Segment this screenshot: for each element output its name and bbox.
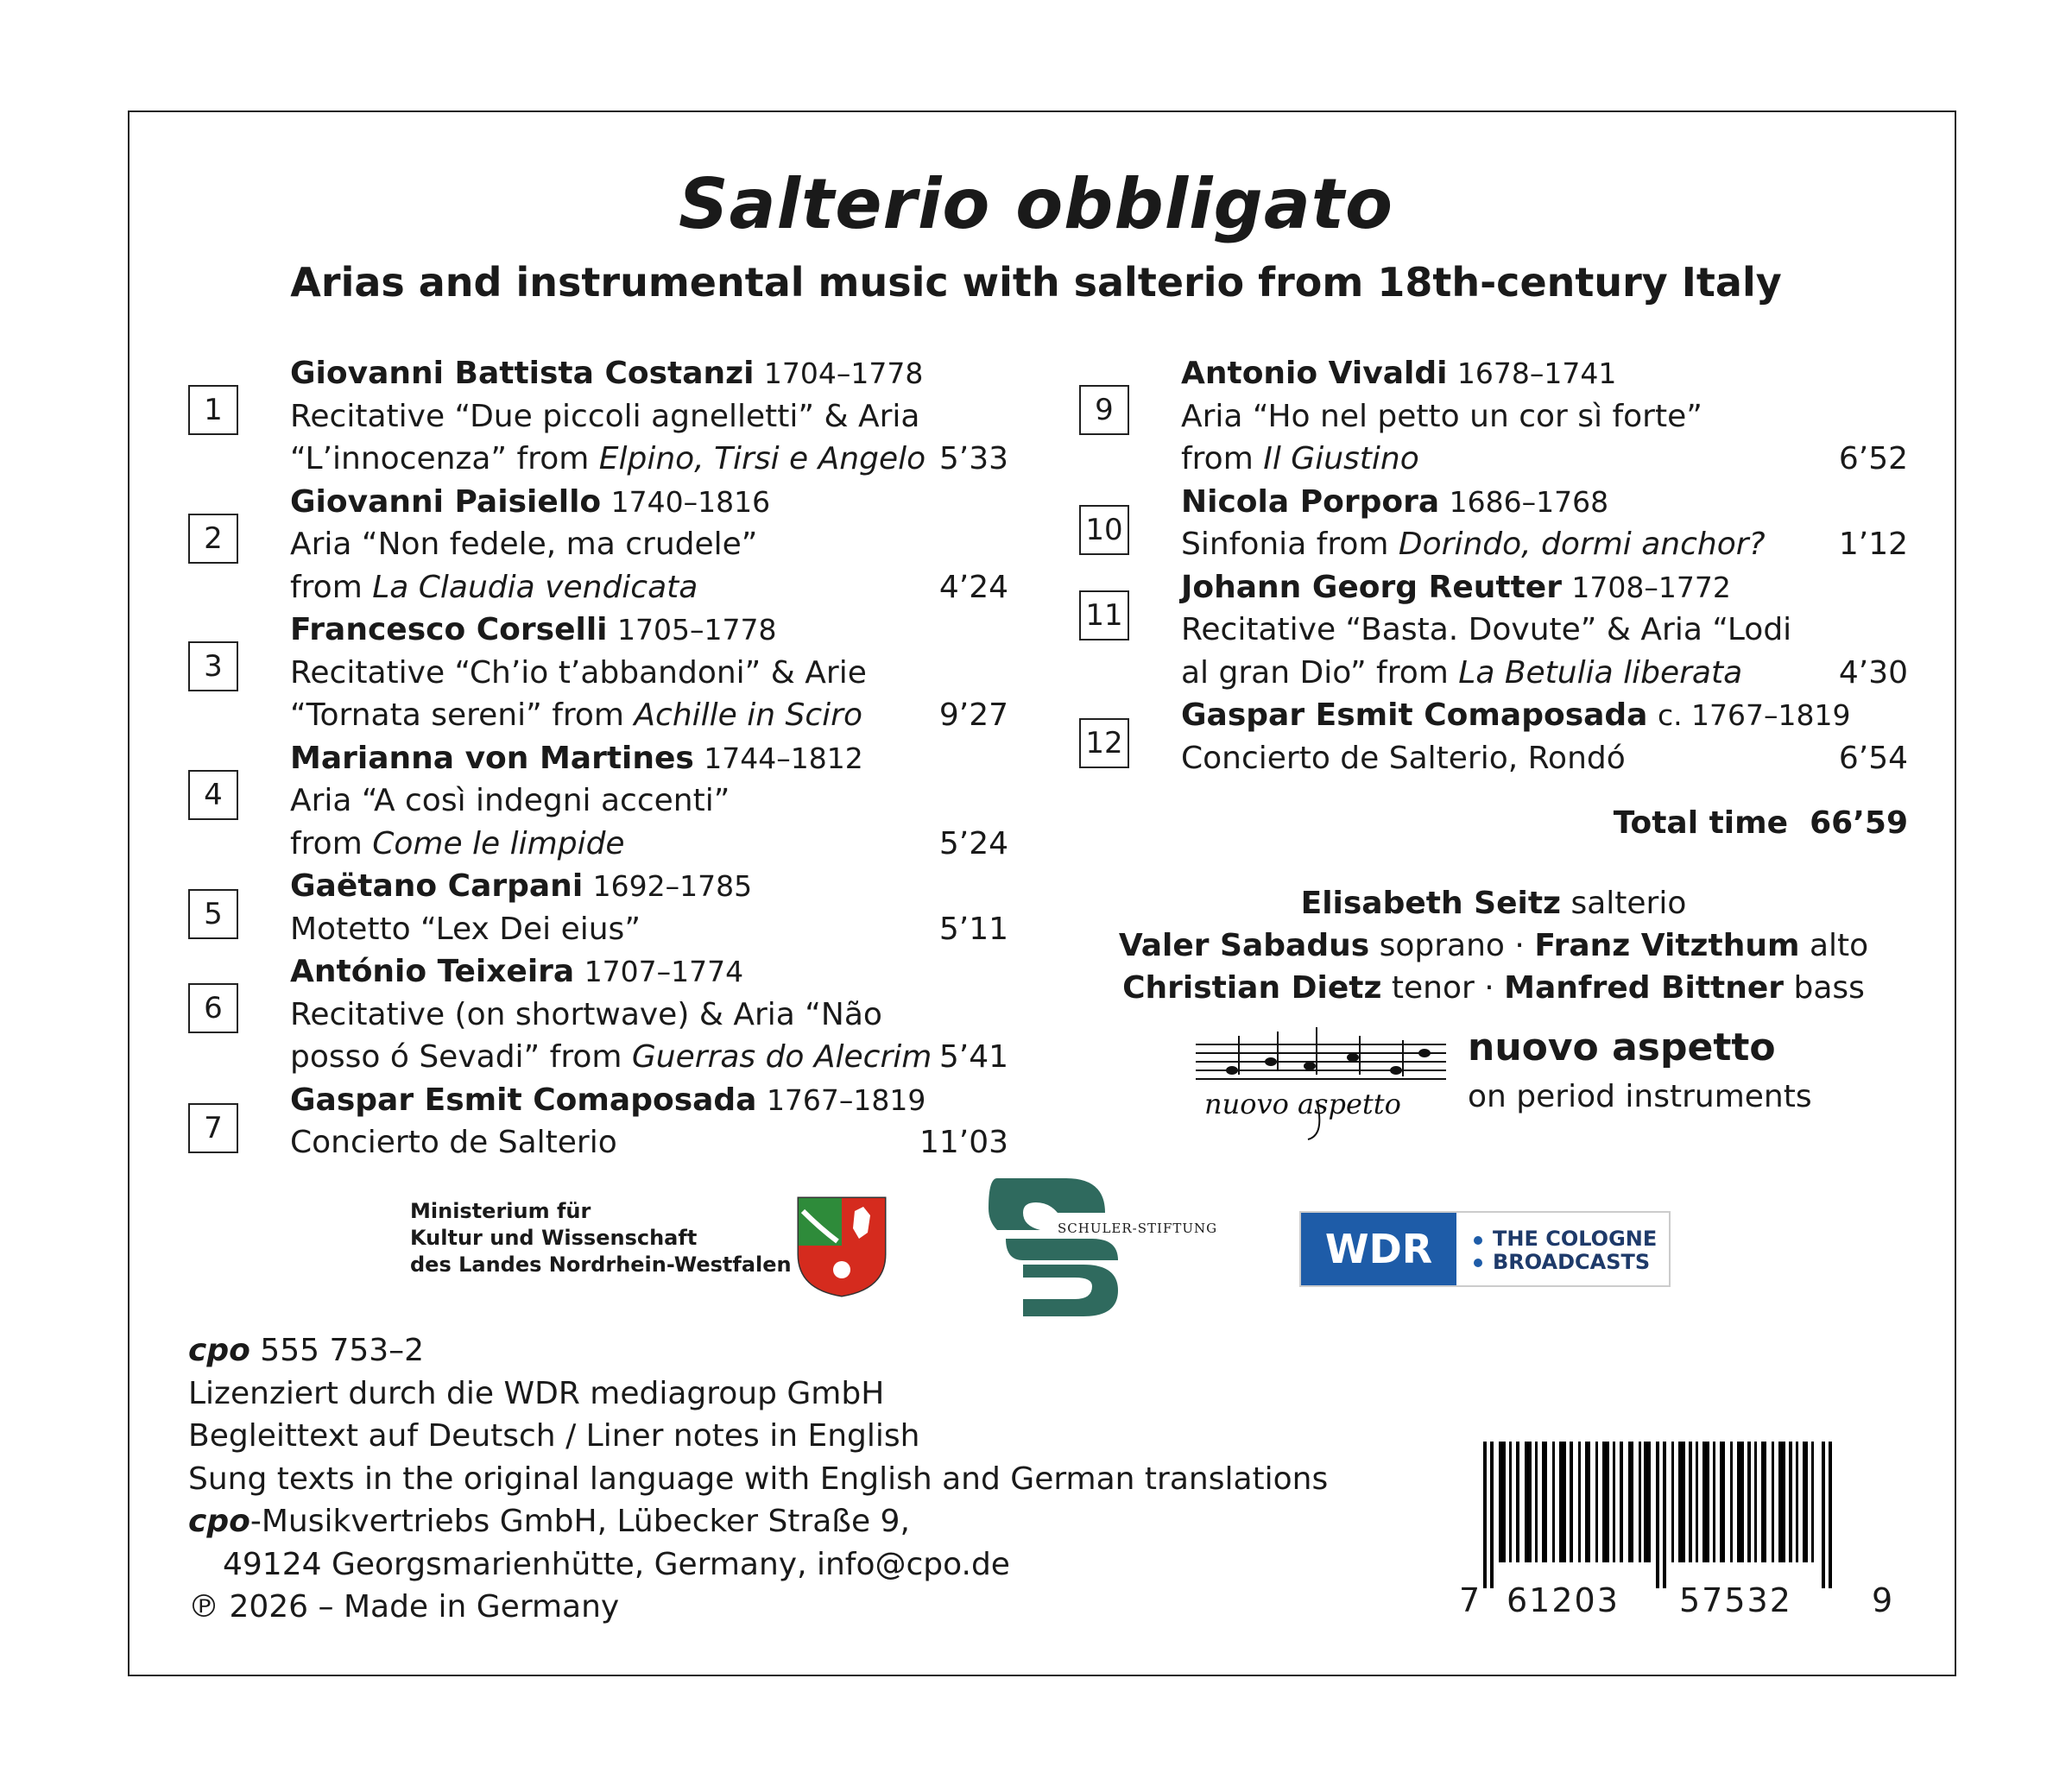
track-1: [188, 352, 1008, 481]
copyright-note: ℗ 2026 – Made in Germany: [188, 1589, 620, 1625]
track-12: [1079, 694, 1908, 779]
performer-name: Elisabeth Seitz: [1300, 886, 1562, 921]
performer-name: Christian Dietz: [1122, 970, 1382, 1006]
track-duration: 5’24: [938, 825, 1008, 861]
composer-name: Johann Georg Reutter: [1181, 569, 1562, 605]
composer-years: 1705–1778: [616, 613, 777, 647]
barcode-digit: 57532: [1679, 1581, 1792, 1619]
composer-years: 1678–1741: [1456, 356, 1617, 390]
work-title: Concierto de Salterio: [290, 1125, 617, 1160]
track-number: 9: [1079, 385, 1129, 435]
composer-name: Gaëtano Carpani: [290, 868, 584, 904]
track-duration: 5’11: [938, 911, 1008, 947]
ministry-line: Ministerium für: [410, 1199, 591, 1223]
tracklist-left: [188, 352, 1008, 1164]
track-9: [1079, 352, 1908, 481]
tracklist-right: [1079, 352, 1908, 845]
performer-role: tenor: [1391, 970, 1475, 1006]
wdr-tagline: BROADCASTS: [1493, 1250, 1651, 1274]
bullet-icon: [1474, 1259, 1482, 1267]
work-title: from: [1181, 441, 1264, 476]
bullet-icon: [1474, 1236, 1482, 1245]
track-duration: 6’52: [1838, 441, 1908, 476]
publisher-address: 49124 Georgsmarienhütte, Germany, info@cpo.de: [223, 1546, 1010, 1582]
composer-name: Antonio Vivaldi: [1181, 356, 1448, 391]
album-subtitle: Arias and instrumental music with salterio from 18th-century Italy: [290, 259, 1782, 306]
track-number: 10: [1079, 505, 1129, 555]
track-11: [1079, 566, 1908, 695]
work-title: from: [290, 825, 373, 861]
composer-years: 1744–1812: [704, 741, 863, 775]
composer-years: 1692–1785: [592, 869, 753, 903]
ministry-line: Kultur und Wissenschaft: [410, 1226, 698, 1250]
work-title: “Tornata sereni” from: [290, 697, 635, 733]
barcode: [1483, 1442, 1856, 1588]
work-title: Recitative (on shortwave) & Aria “Não: [290, 996, 882, 1032]
wdr-logo: [1299, 1211, 1671, 1287]
work-source: La Claudia vendicata: [372, 569, 698, 605]
track-number: 3: [188, 641, 238, 691]
composer-name: Giovanni Paisiello: [290, 483, 602, 520]
composer-years: 1686–1768: [1449, 484, 1609, 519]
work-source: Elpino, Tirsi e Angelo: [598, 441, 926, 476]
license-note: Lizenziert durch die WDR mediagroup GmbH: [188, 1375, 885, 1411]
schuler-stiftung-name: SCHULER-STIFTUNG: [1058, 1221, 1218, 1236]
performer-name: Valer Sabadus: [1118, 928, 1370, 963]
performer-credits: [1105, 882, 1882, 1009]
work-title: al gran Dio” from: [1181, 654, 1459, 691]
track-duration: 4’30: [1838, 654, 1908, 691]
track-duration: 6’54: [1838, 740, 1908, 776]
ensemble-logo-script: nuovo aspetto: [1204, 1088, 1401, 1120]
track-10: [1079, 481, 1908, 566]
composer-name: Francesco Corselli: [290, 612, 608, 647]
work-source: Dorindo, dormi anchor?: [1398, 527, 1766, 562]
track-2: [188, 481, 1008, 609]
track-duration: 4’24: [938, 569, 1008, 605]
composer-name: Giovanni Battista Costanzi: [290, 356, 755, 391]
work-source: Guerras do Alecrim: [631, 1039, 932, 1075]
nrw-shield-icon: [794, 1194, 889, 1297]
total-time-label: Total time: [1613, 805, 1789, 841]
work-title: Aria “Non fedele, ma crudele”: [290, 527, 758, 562]
ensemble-subtitle: on period instruments: [1468, 1079, 1812, 1114]
barcode-digit: 9: [1872, 1581, 1895, 1619]
catalog-number: 555 753–2: [260, 1333, 425, 1368]
work-title: Aria “Ho nel petto un cor sì forte”: [1181, 398, 1702, 434]
composer-name: António Teixeira: [290, 954, 575, 989]
track-number: 11: [1079, 590, 1129, 640]
track-number: 5: [188, 889, 238, 939]
total-time: [1079, 802, 1908, 845]
track-3: [188, 609, 1008, 737]
track-5: [188, 865, 1008, 950]
publisher-address: -Musikvertriebs GmbH, Lübecker Straße 9,: [250, 1504, 910, 1539]
performer-role: soprano: [1379, 928, 1505, 963]
work-title: Recitative “Ch’io t’abbandoni” & Arie: [290, 654, 867, 691]
composer-name: Nicola Porpora: [1181, 483, 1440, 520]
ensemble-logo: [1187, 1023, 1455, 1144]
wdr-wordmark: WDR: [1301, 1213, 1456, 1285]
composer-years: 1708–1772: [1571, 570, 1731, 604]
composer-name: Gaspar Esmit Comaposada: [290, 1082, 757, 1118]
track-number: 1: [188, 385, 238, 435]
work-title: Recitative “Basta. Dovute” & Aria “Lodi: [1181, 612, 1792, 647]
composer-name: Marianna von Martines: [290, 740, 694, 776]
separator: ·: [1484, 970, 1494, 1006]
performer-role: salterio: [1570, 886, 1687, 921]
work-source: La Betulia liberata: [1458, 654, 1743, 691]
track-number: 2: [188, 514, 238, 564]
composer-years: 1707–1774: [584, 955, 744, 988]
track-duration: 5’33: [938, 441, 1008, 476]
barcode-digit: 7: [1459, 1581, 1482, 1619]
track-duration: 9’27: [938, 697, 1008, 733]
work-title: posso ó Sevadi” from: [290, 1039, 632, 1075]
composer-years: 1740–1816: [610, 484, 771, 519]
work-title: Sinfonia from: [1181, 527, 1399, 562]
separator: ·: [1514, 928, 1525, 963]
work-source: Come le limpide: [372, 825, 625, 861]
performer-role: alto: [1809, 928, 1869, 963]
track-number: 12: [1079, 718, 1129, 768]
cpo-logo: cpo: [188, 1504, 250, 1539]
barcode-digit: 61203: [1507, 1581, 1620, 1619]
label-info: [188, 1329, 1328, 1629]
track-7: [188, 1079, 1008, 1164]
track-6: [188, 950, 1008, 1079]
album-title: Salterio obbligato: [679, 164, 1393, 244]
cpo-logo: cpo: [188, 1333, 250, 1368]
track-number: 4: [188, 770, 238, 820]
track-number: 6: [188, 983, 238, 1033]
composer-years: 1704–1778: [763, 356, 924, 390]
performer-name: Franz Vitzthum: [1534, 928, 1800, 963]
ministry-credit: [410, 1198, 792, 1278]
liner-notes-note: Begleittext auf Deutsch / Liner notes in English: [188, 1418, 920, 1454]
work-title: “L’innocenza” from: [290, 441, 599, 476]
work-source: Il Giustino: [1263, 441, 1419, 476]
work-title: Aria “A così indegni accenti”: [290, 783, 730, 818]
composer-years: c. 1767–1819: [1657, 698, 1851, 732]
ministry-line: des Landes Nordrhein-Westfalen: [410, 1252, 792, 1277]
track-number: 7: [188, 1103, 238, 1153]
work-title: Motetto “Lex Dei eius”: [290, 911, 641, 947]
sung-texts-note: Sung texts in the original language with English and German translations: [188, 1461, 1329, 1497]
work-title: Recitative “Due piccoli agnelletti” & Aria: [290, 398, 920, 434]
composer-years: 1767–1819: [766, 1082, 926, 1117]
work-source: Achille in Sciro: [634, 697, 862, 733]
composer-name: Gaspar Esmit Comaposada: [1181, 697, 1648, 733]
work-title: Concierto de Salterio, Rondó: [1181, 740, 1626, 776]
work-title: from: [290, 569, 373, 605]
wdr-tagline: THE COLOGNE: [1493, 1227, 1658, 1251]
track-4: [188, 737, 1008, 866]
track-duration: 5’41: [938, 1039, 1008, 1075]
ensemble-name: nuovo aspetto: [1468, 1025, 1776, 1069]
schuler-stiftung-logo: [989, 1178, 1213, 1316]
track-duration: 11’03: [919, 1125, 1008, 1160]
total-time-value: 66’59: [1810, 805, 1908, 841]
performer-name: Manfred Bittner: [1504, 970, 1785, 1006]
performer-role: bass: [1793, 970, 1865, 1006]
track-duration: 1’12: [1838, 527, 1908, 562]
